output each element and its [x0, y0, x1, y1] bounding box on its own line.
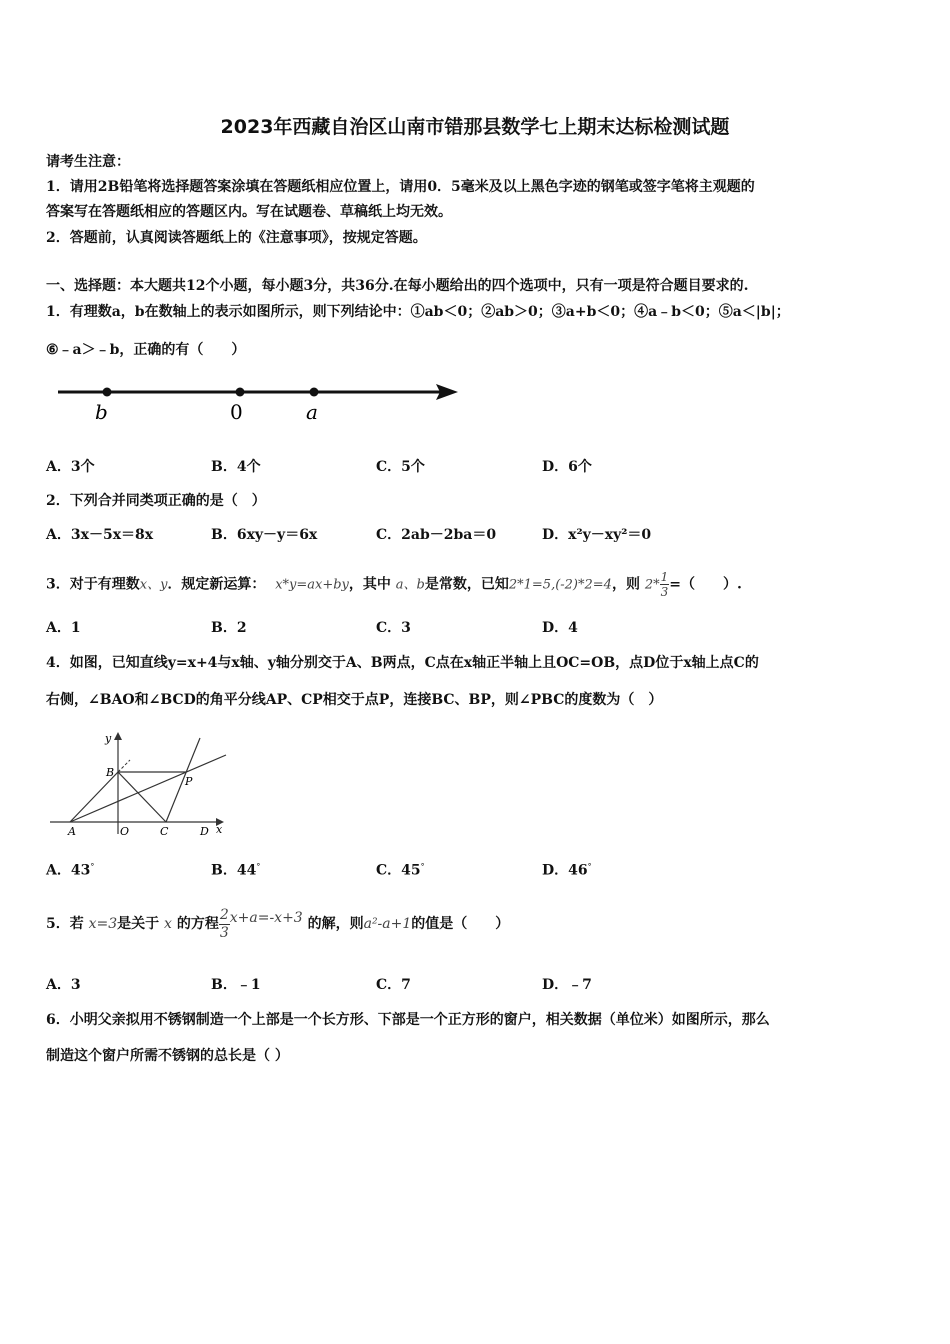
q5-cond: x=3 [88, 916, 118, 932]
q1-stem-line1: 1．有理数a，b在数轴上的表示如图所示，则下列结论中：①ab＜0；②ab＞0；③a+b＜0；④a﹣b＜0；⑤a＜|b|； [46, 304, 790, 320]
q2-stem: 2．下列合并同类项正确的是（ ） [46, 493, 266, 509]
q4-option-b-text: B．44 [211, 862, 257, 879]
q2-option-c[interactable]: C．2ab－2ba＝0 [376, 527, 497, 543]
q5-option-d[interactable]: D．﹣7 [542, 977, 592, 993]
q4-option-a[interactable] [46, 857, 94, 881]
degree-symbol: ° [90, 862, 95, 871]
q2-option-d[interactable]: D．x²y－xy²＝0 [542, 527, 652, 543]
q5-frac-den: 3 [219, 924, 229, 941]
q3-rule: x*y=ax+by [275, 577, 349, 593]
q5-text-1: 5．若 [46, 916, 84, 932]
notice-heading: 请考生注意： [46, 154, 130, 170]
q6-stem-line2: 制造这个窗户所需不锈钢的总长是（ ） [46, 1048, 289, 1064]
fig-label-c: C [160, 825, 169, 838]
geometry-figure [48, 730, 233, 842]
q3-stem [46, 570, 742, 599]
degree-symbol: ° [256, 862, 261, 871]
fig-label-b: B [106, 766, 115, 779]
fig-label-x: x [216, 823, 223, 836]
q4-option-c-text: C．45 [376, 862, 421, 879]
fig-label-p: P [185, 775, 193, 788]
degree-symbol: ° [587, 862, 592, 871]
q1-option-d[interactable]: D．6个 [542, 459, 592, 475]
q3-option-a[interactable]: A．1 [46, 620, 81, 636]
notice-line-1b: 答案写在答题纸相应的答题区内。写在试题卷、草稿纸上均无效。 [46, 204, 452, 220]
q5-text-5: 的值是（ ） [411, 916, 510, 932]
page-title: 2023年西藏自治区山南市错那县数学七上期末达标检测试题 [220, 116, 730, 138]
q4-stem-line2: 右侧，∠BAO和∠BCD的角平分线AP、CP相交于点P，连接BC、BP，则∠PBC的度数为（ ） [46, 692, 663, 708]
q3-ask-left: 2* [644, 577, 660, 593]
number-line-figure [50, 375, 470, 430]
q4-stem-line1: 4．如图，已知直线y=x+4与x轴、y轴分别交于A、B两点，C点在x轴正半轴上且OC=OB，点D位于x轴上点C的 [46, 655, 759, 671]
q1-option-a[interactable]: A．3个 [46, 459, 95, 475]
q5-frac-num: 2 [219, 906, 229, 923]
q1-stem-line2: ⑥﹣a＞﹣b，正确的有（ ） [46, 342, 246, 358]
q5-var: x [164, 916, 172, 932]
q4-option-d[interactable] [542, 857, 592, 881]
q5-text-4: 的解，则 [307, 916, 364, 932]
q3-vars: x、y [139, 577, 168, 593]
q5-fraction [219, 907, 230, 942]
q5-option-c[interactable]: C．7 [376, 977, 411, 993]
fig-label-a: A [68, 825, 76, 838]
q5-text-2: 是关于 [117, 916, 160, 932]
fig-label-d: D [200, 825, 209, 838]
q3-consts: a、b [395, 577, 425, 593]
q6-stem-line1: 6．小明父亲拟用不锈钢制造一个上部是一个长方形、下部是一个正方形的窗户，相关数据（单位米）如图所示，那么 [46, 1012, 770, 1028]
q5-stem [46, 906, 509, 942]
point-zero [236, 388, 245, 397]
q4-option-a-text: A．43 [46, 862, 91, 879]
section-heading: 一、选择题：本大题共12个小题，每小题3分，共36分.在每小题给出的四个选项中，只有一项是符合题目要求的. [46, 278, 749, 294]
label-b: b [95, 400, 108, 424]
q1-option-c[interactable]: C．5个 [376, 459, 425, 475]
notice-line-2: 2．答题前，认真阅读答题纸上的《注意事项》，按规定答题。 [46, 230, 427, 246]
q3-frac-num: 1 [660, 570, 669, 584]
fig-label-y: y [105, 732, 112, 745]
q5-option-a[interactable]: A．3 [46, 977, 81, 993]
q3-text-3: ，其中 [348, 576, 391, 593]
q4-option-b[interactable] [211, 857, 260, 881]
q3-option-c[interactable]: C．3 [376, 620, 411, 636]
label-zero: 0 [230, 400, 243, 424]
fig-label-o: O [120, 825, 130, 838]
q5-expression: a²-a+1 [363, 916, 412, 932]
q3-ask-right: =（ ）. [669, 576, 742, 593]
q5-option-b[interactable]: B．﹣1 [211, 977, 261, 993]
q2-option-a[interactable]: A．3x－5x＝8x [46, 527, 154, 543]
q3-frac-den: 3 [660, 585, 669, 599]
q3-text-5: ，则 [611, 576, 640, 593]
q3-given: 2*1=5,(-2)*2=4 [508, 577, 612, 593]
q5-equation: x+a=-x+3 [229, 910, 303, 926]
degree-symbol: ° [420, 862, 425, 871]
q3-text-1: 3．对于有理数 [46, 576, 140, 593]
label-a: a [306, 400, 318, 424]
q4-option-c[interactable] [376, 857, 425, 881]
point-a [310, 388, 319, 397]
q3-option-d[interactable]: D．4 [542, 620, 578, 636]
q4-option-d-text: D．46 [542, 862, 588, 879]
q5-text-3: 的方程 [176, 916, 219, 932]
q3-text-4: 是常数，已知 [424, 576, 509, 593]
q3-fraction [660, 570, 670, 599]
point-b [103, 388, 112, 397]
notice-line-1a: 1．请用2B铅笔将选择题答案涂填在答题纸相应位置上，请用0．5毫米及以上黑色字迹的钢笔或签字笔将主观题的 [46, 179, 755, 195]
q1-option-b[interactable]: B．4个 [211, 459, 261, 475]
q2-option-b[interactable]: B．6xy－y＝6x [211, 527, 318, 543]
q3-text-2: ．规定新运算： [167, 576, 266, 593]
q3-option-b[interactable]: B．2 [211, 620, 247, 636]
